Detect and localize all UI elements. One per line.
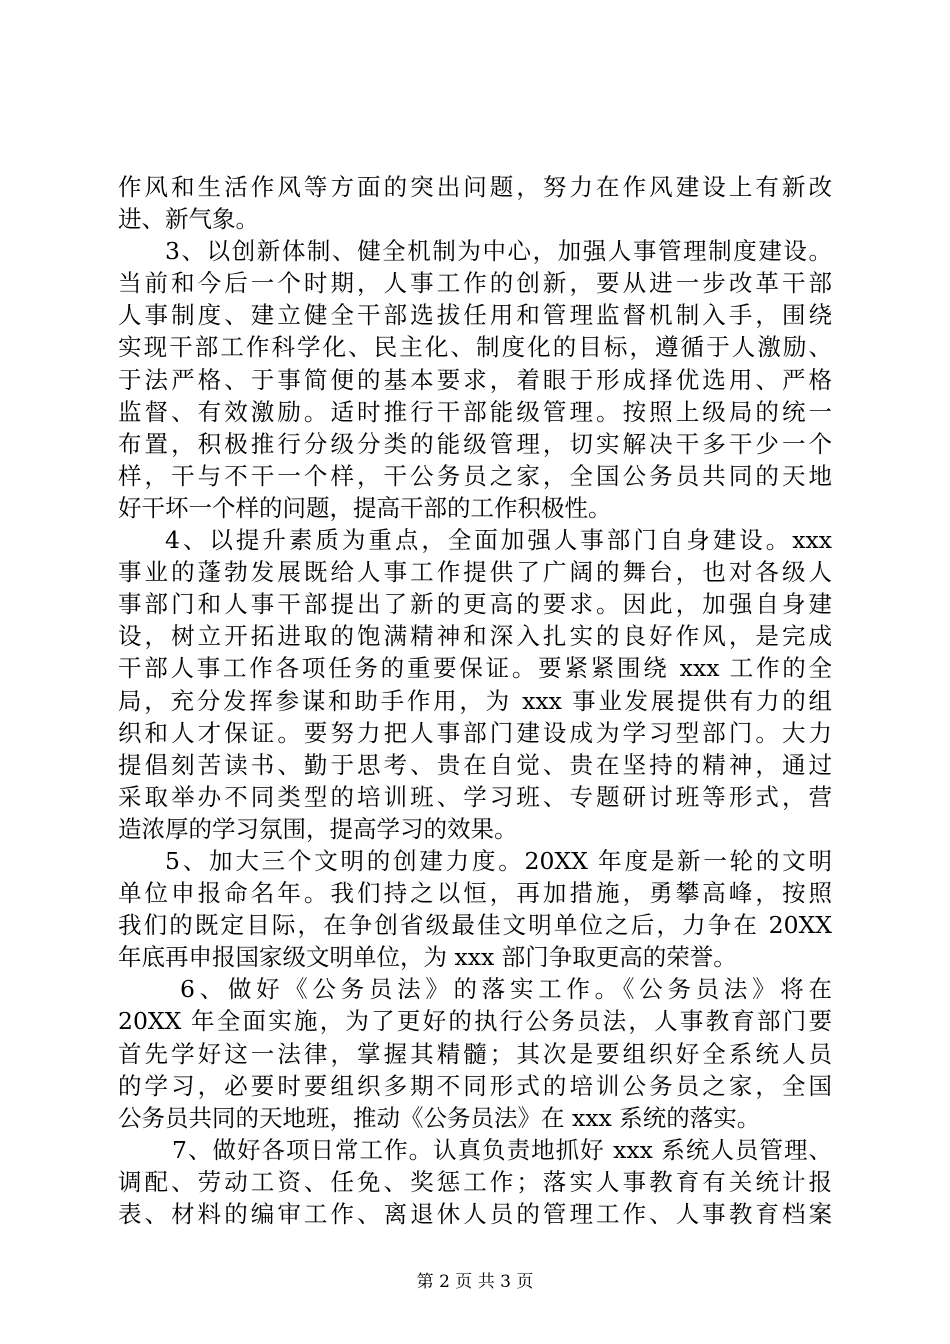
document-body xyxy=(118,171,832,1230)
text-line: 进、新气象。 xyxy=(118,205,259,234)
text-line: 表、材料的编审工作、离退休人员的管理工作、人事教育档案 xyxy=(118,1200,832,1228)
text-line: 采取举办不同类型的培训班、学习班、专题研讨班等形式，营 xyxy=(118,782,832,811)
text-line: 4、以提升素质为重点，全面加强人事部门自身建设。xxx xyxy=(165,526,832,555)
text-line: 当前和今后一个时期，人事工作的创新，要从进一步改革干部 xyxy=(118,269,832,298)
text-line: 造浓厚的学习氛围，提高学习的效果。 xyxy=(118,814,518,843)
text-line: 提倡刻苦读书、勤于思考、贵在自觉、贵在坚持的精神，通过 xyxy=(118,750,832,779)
text-line: 3、以创新体制、健全机制为中心，加强人事管理制度建设。 xyxy=(165,237,832,266)
text-line: 织和人才保证。要努力把人事部门建设成为学习型部门。大力 xyxy=(118,718,832,747)
text-line: 20XX 年全面实施，为了更好的执行公务员法，人事教育部门要 xyxy=(118,1007,832,1036)
text-line: 布置，积极推行分级分类的能级管理，切实解决干多干少一个 xyxy=(118,429,832,458)
text-line: 事部门和人事干部提出了新的更高的要求。因此，加强自身建 xyxy=(118,590,832,619)
text-line: 我们的既定目际，在争创省级最佳文明单位之后，力争在 20XX xyxy=(118,911,832,940)
text-line: 5、加大三个文明的创建力度。20XX 年度是新一轮的文明 xyxy=(165,846,832,875)
page-footer: 第 2 页 共 3 页 xyxy=(416,1272,534,1292)
text-line: 公务员共同的天地班，推动《公务员法》在 xxx 系统的落实。 xyxy=(118,1103,761,1132)
text-line: 于法严格、于事简便的基本要求，着眼于形成择优选用、严格 xyxy=(118,365,832,394)
text-line: 事业的蓬勃发展既给人事工作提供了广阔的舞台，也对各级人 xyxy=(118,558,832,587)
text-line: 作风和生活作风等方面的突出问题，努力在作风建设上有新改 xyxy=(118,173,832,201)
text-line: 调配、劳动工资、任免、奖惩工作；落实人事教育有关统计报 xyxy=(118,1167,832,1196)
text-line: 的学习，必要时要组织多期不同形式的培训公务员之家，全国 xyxy=(118,1071,832,1100)
text-line: 监督、有效激励。适时推行干部能级管理。按照上级局的统一 xyxy=(118,397,832,426)
text-line: 实现干部工作科学化、民主化、制度化的目标，遵循于人激励、 xyxy=(118,333,832,362)
text-line: 首先学好这一法律，掌握其精髓；其次是要组织好全系统人员 xyxy=(118,1039,832,1068)
text-line: 设，树立开拓进取的饱满精神和深入扎实的良好作风，是完成 xyxy=(118,622,832,651)
text-line: 年底再申报国家级文明单位，为 xxx 部门争取更高的荣誉。 xyxy=(118,943,737,972)
text-line: 7、做好各项日常工作。认真负责地抓好 xxx 系统人员管理、 xyxy=(172,1135,832,1164)
text-line: 好干坏一个样的问题，提高干部的工作积极性。 xyxy=(118,493,612,522)
text-line: 局，充分发挥参谋和助手作用，为 xxx 事业发展提供有力的组 xyxy=(118,686,832,715)
text-line: 人事制度、建立健全干部选拔任用和管理监督机制入手，围绕 xyxy=(118,301,832,330)
text-line: 干部人事工作各项任务的重要保证。要紧紧围绕 xxx 工作的全 xyxy=(118,654,832,683)
text-line: 样，干与不干一个样，干公务员之家，全国公务员共同的天地 xyxy=(118,461,832,490)
text-line: 6、做好《公务员法》的落实工作。《公务员法》将在 xyxy=(180,975,832,1004)
text-line: 单位申报命名年。我们持之以恒，再加措施，勇攀高峰，按照 xyxy=(118,879,832,908)
